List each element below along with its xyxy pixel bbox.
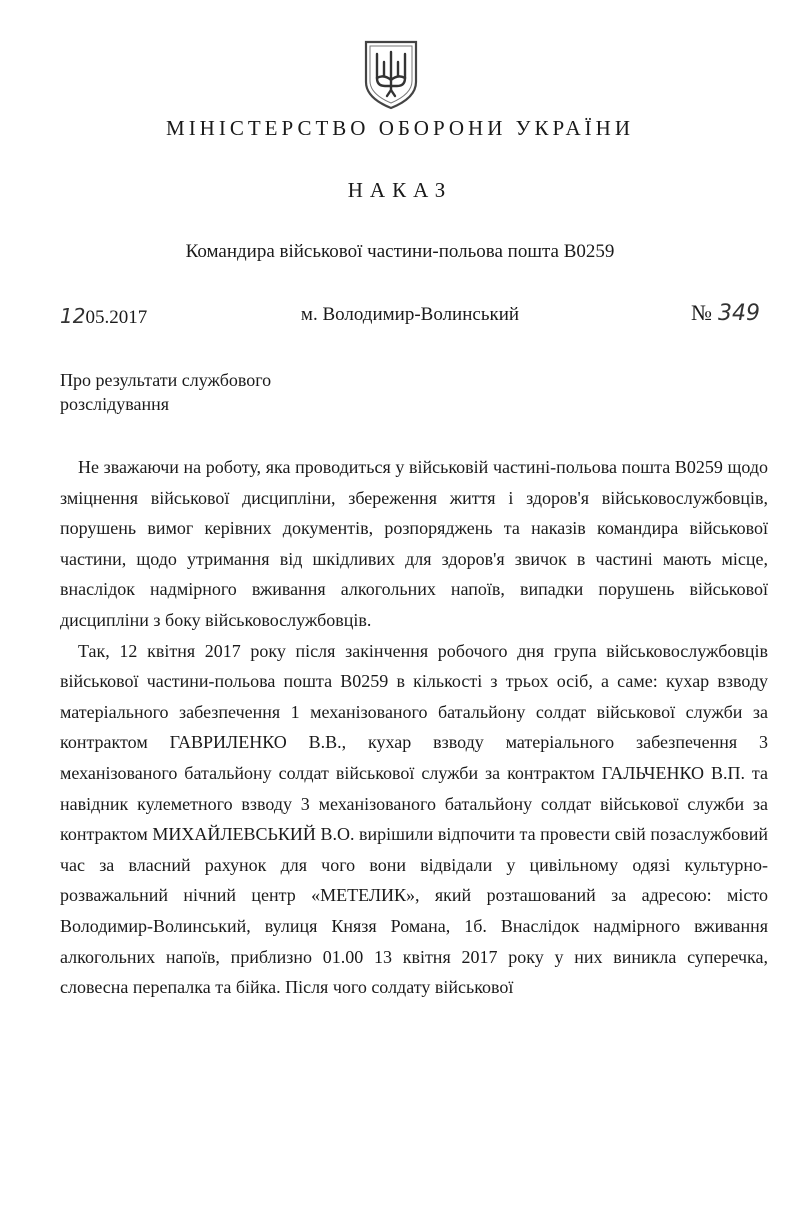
handwritten-day: 12 (60, 304, 86, 328)
body-paragraph-1: Не зважаючи на роботу, яка проводиться у військовій частині-польова пошта В0259 щодо зміцнення військової дисципліни, збереження життя і здоров'я військовослужбовців, порушень вимог керівних документів, розпоряджень та наказів командира військової частини, щодо утримання від шкідливих для здоров'я звичок в частині мають місце, внаслідок надмірного вживання алкогольних напоїв, випадки порушень військової дисципліни з боку військовослужбовців. (60, 457, 768, 630)
order-issuer: Командира військової частини-польова пошта В0259 (185, 241, 615, 262)
ministry-title: МІНІСТЕРСТВО ОБОРОНИ УКРАЇНИ (166, 116, 634, 140)
order-subject (60, 368, 380, 416)
order-meta (60, 300, 760, 334)
order-city: м. Володимир-Волинський (300, 304, 520, 325)
trident-emblem-icon (362, 38, 420, 110)
order-number (691, 300, 760, 326)
subject-line-2: розслідування (60, 394, 170, 414)
number-label: № (691, 300, 712, 325)
handwritten-number: 349 (718, 301, 760, 326)
printed-date: 05.2017 (85, 307, 148, 328)
body-paragraph-2: Так, 12 квітня 2017 року після закінчення робочого дня група військовослужбовців військової частини-польова пошта В0259 в кількості з трьох осіб, а саме: кухар взводу матеріального забезпечення 1 механізованого батальйону солдат військової служби за контрактом ГАВРИЛЕНКО В.В., кухар взводу матеріального забезпечення 3 механізованого батальйону солдат військової служби за контрактом ГАЛЬЧЕНКО В.П. та навідник кулеметного взводу 3 механізованого батальйону солдат військової служби за контрактом МИХАЙЛЕВСЬКИЙ В.О. вирішили відпочити та провести свій позаслужбовий час за власний рахунок для чого вони відвідали у цивільному одязі культурно-розважальний нічний центр «МЕТЕЛИК», який розташований за адресою: місто Володимир-Волинський, вулиця Князя Романа, 1б. Внаслідок надмірного вживання алкогольних напоїв, приблизно 01.00 13 квітня 2017 року у них виникла суперечка, словесна перепалка та бійка. Після чого солдату військової (60, 640, 768, 998)
order-body (60, 452, 768, 1003)
subject-line-1: Про результати службового (60, 370, 272, 390)
order-title: НАКАЗ (347, 178, 453, 202)
